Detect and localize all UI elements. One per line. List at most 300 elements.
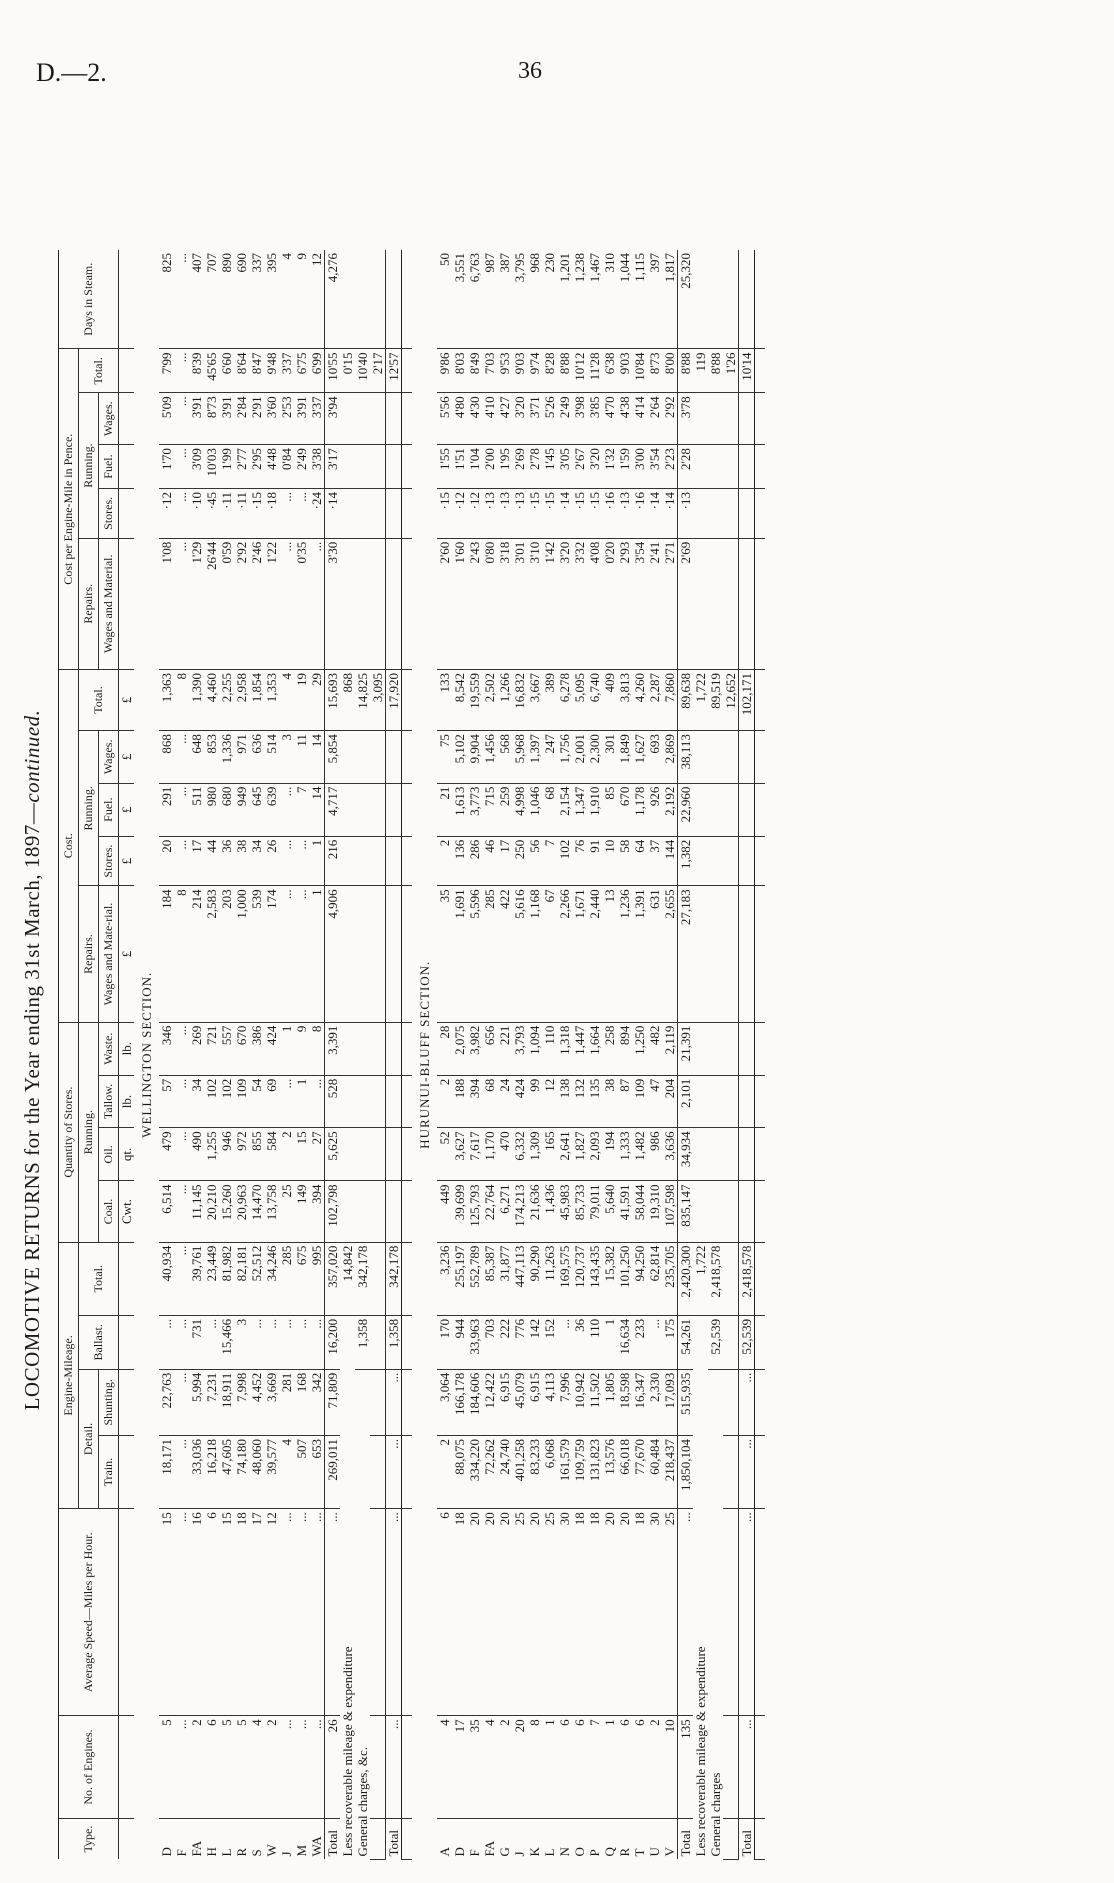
- cell: 8'39: [189, 349, 204, 393]
- general-cell: 8'88: [708, 349, 723, 393]
- cell: 142: [527, 1315, 542, 1369]
- cell: 31,877: [497, 1242, 512, 1315]
- empty-cell: [723, 1181, 739, 1242]
- empty-cell: [355, 783, 370, 836]
- empty-cell: [370, 1369, 386, 1435]
- cell: 1,094: [527, 1022, 542, 1075]
- cell: 1,255: [204, 1128, 219, 1181]
- grand-cell: ...: [739, 1509, 755, 1716]
- cell: 5: [234, 1716, 249, 1818]
- cell: 1'32: [602, 445, 617, 489]
- cell: ...: [309, 1075, 325, 1128]
- cell: 2,093: [587, 1128, 602, 1181]
- cell: 3,627: [452, 1128, 467, 1181]
- cell: 4: [279, 1435, 294, 1508]
- col-cost: Cost.: [59, 669, 79, 1022]
- cell: 2'92: [662, 393, 678, 445]
- cell: 9'03: [512, 349, 527, 393]
- cell: 20: [497, 1509, 512, 1716]
- empty-cell: [708, 783, 723, 836]
- cell: 1,671: [572, 886, 587, 1022]
- empty-cell: [340, 1128, 355, 1181]
- col-detail: Detail.: [79, 1369, 99, 1509]
- cell: 301: [602, 731, 617, 784]
- empty-cell: [723, 1022, 739, 1075]
- cell: 10,942: [572, 1369, 587, 1435]
- cell: 1,664: [587, 1022, 602, 1075]
- cell: 110: [587, 1315, 602, 1369]
- cell: 3'37: [279, 349, 294, 393]
- empty-cell: [739, 1128, 755, 1181]
- cell: 15,260: [219, 1181, 234, 1242]
- total-cell: 3'94: [325, 393, 341, 445]
- empty-cell: [386, 836, 402, 886]
- cell: 6: [632, 1716, 647, 1818]
- cell: 174,213: [512, 1181, 527, 1242]
- table-row: [437, 250, 452, 1860]
- cell: 346: [159, 1022, 174, 1075]
- cell: 511: [189, 783, 204, 836]
- empty-cell: [723, 250, 739, 349]
- cell: 568: [497, 731, 512, 784]
- cell: 18,598: [617, 1369, 632, 1435]
- cell: 1,391: [632, 886, 647, 1022]
- cell: 1,805: [602, 1369, 617, 1435]
- cell: 342: [309, 1369, 325, 1435]
- cell: 5,640: [602, 1181, 617, 1242]
- unit-cell: [119, 489, 135, 539]
- cell: 1,201: [557, 250, 572, 349]
- cell: 41,591: [617, 1181, 632, 1242]
- empty-cell: [708, 1022, 723, 1075]
- empty-cell: [708, 1128, 723, 1181]
- cell: 4'48: [264, 445, 279, 489]
- cell: ·18: [264, 489, 279, 539]
- col-cpm-wages: Wages.: [99, 393, 119, 445]
- empty-cell: [340, 1181, 355, 1242]
- cell: 926: [647, 783, 662, 836]
- cell: 8'00: [662, 349, 678, 393]
- empty-cell: [708, 489, 723, 539]
- cell: 19: [294, 669, 309, 730]
- unit-cell: £: [119, 783, 135, 836]
- cell: 680: [219, 783, 234, 836]
- section-heading: HURUNUI-BLUFF SECTION.: [417, 960, 432, 1149]
- cell: 2'60: [437, 538, 452, 669]
- col-mileage: Engine-Mileage.: [59, 1242, 79, 1509]
- empty-cell: [693, 1022, 708, 1075]
- grand-cell: ...: [386, 1716, 402, 1818]
- cell: 972: [234, 1128, 249, 1181]
- cell: 986: [647, 1128, 662, 1181]
- cell: 12: [542, 1075, 557, 1128]
- grand-cell: 12'57: [386, 349, 402, 393]
- cell: 868: [159, 731, 174, 784]
- empty-cell: [340, 731, 355, 784]
- engine-type: M: [294, 1844, 309, 1857]
- cell: 1,250: [632, 1022, 647, 1075]
- empty-cell: [755, 1181, 766, 1242]
- cell: 45,079: [512, 1369, 527, 1435]
- cell: 2,255: [219, 669, 234, 730]
- cell: 949: [234, 783, 249, 836]
- total-cell: 357,020: [325, 1242, 341, 1315]
- units-row: [119, 250, 135, 1860]
- empty-cell: [755, 349, 766, 393]
- section-gap: [755, 250, 766, 1860]
- cell: 15,466: [219, 1315, 234, 1369]
- total-cell: 4,717: [325, 783, 341, 836]
- cell: 1,436: [542, 1181, 557, 1242]
- cell: 5,095: [572, 669, 587, 730]
- total-cell: 5,854: [325, 731, 341, 784]
- cell: 194: [602, 1128, 617, 1181]
- empty-cell: [755, 731, 766, 784]
- total-cell: 3,391: [325, 1022, 341, 1075]
- grand-cell: ...: [739, 1435, 755, 1508]
- cell: 6: [437, 1509, 452, 1716]
- cell: 286: [467, 836, 482, 886]
- empty-cell: [402, 731, 413, 784]
- cell: 25: [542, 1509, 557, 1716]
- cell: 22,763: [159, 1369, 174, 1435]
- cell: ...: [294, 1315, 309, 1369]
- cell: 1: [309, 886, 325, 1022]
- empty-cell: [402, 393, 413, 445]
- cell: 91: [587, 836, 602, 886]
- cell: 539: [249, 886, 264, 1022]
- empty-cell: [755, 489, 766, 539]
- grand-cell: 1,358: [386, 1315, 402, 1369]
- cell: 17: [452, 1716, 467, 1818]
- cell: 9'48: [264, 349, 279, 393]
- cell: 16,218: [204, 1435, 219, 1508]
- cell: 8,542: [452, 669, 467, 730]
- cell: 2,869: [662, 731, 678, 784]
- empty-cell: [340, 538, 355, 669]
- cell: 2,958: [234, 669, 249, 730]
- cell: ·13: [617, 489, 632, 539]
- cell: 8: [174, 669, 189, 730]
- total-cell: ·13: [678, 489, 694, 539]
- cell: 22,764: [482, 1181, 497, 1242]
- cell: ...: [174, 250, 189, 349]
- cell: 8'64: [234, 349, 249, 393]
- cell: 138: [557, 1075, 572, 1128]
- cell: 1'08: [159, 538, 174, 669]
- empty-cell: [402, 1181, 413, 1242]
- empty-cell: [723, 836, 739, 886]
- cell: 386: [249, 1022, 264, 1075]
- cell: 3,669: [264, 1369, 279, 1435]
- cell: 35: [437, 886, 452, 1022]
- wellington-general-row-2: [370, 250, 386, 1860]
- table-row: [219, 250, 234, 1860]
- empty-cell: [739, 250, 755, 349]
- cell: ...: [174, 1716, 189, 1818]
- cell: 514: [264, 731, 279, 784]
- empty-cell: [370, 1716, 386, 1818]
- cell: 3'10: [527, 538, 542, 669]
- cell: ...: [279, 886, 294, 1022]
- cell: 1,168: [527, 886, 542, 1022]
- cell: 3,064: [437, 1369, 452, 1435]
- cell: 707: [204, 250, 219, 349]
- empty-cell: [386, 1075, 402, 1128]
- cell: 1'59: [617, 445, 632, 489]
- cell: 74,180: [234, 1435, 249, 1508]
- total-cell: 2'28: [678, 445, 694, 489]
- cell: 18,911: [219, 1369, 234, 1435]
- cell: 12,422: [482, 1369, 497, 1435]
- empty-cell: [402, 1022, 413, 1075]
- hurunui-general-row: [708, 250, 723, 1860]
- empty-cell: [370, 250, 386, 349]
- col-cost-per-mile: Cost per Engine-Mile in Pence.: [59, 349, 79, 670]
- cell: 670: [617, 783, 632, 836]
- cell: 2,001: [572, 731, 587, 784]
- empty-cell: [355, 1075, 370, 1128]
- cell: 7: [294, 783, 309, 836]
- col-engines: No. of Engines.: [59, 1716, 119, 1818]
- engine-type: L: [542, 1848, 557, 1857]
- cell: 1: [542, 1716, 557, 1818]
- table-row: [512, 250, 527, 1860]
- cell: 33,036: [189, 1435, 204, 1508]
- col-train: Train.: [99, 1435, 119, 1508]
- cell: 946: [219, 1128, 234, 1181]
- cell: 175: [662, 1315, 678, 1369]
- cell: ...: [174, 489, 189, 539]
- engine-type: FA: [482, 1840, 497, 1857]
- cell: 15: [159, 1509, 174, 1716]
- cell: 387: [497, 250, 512, 349]
- total-cell: ...: [678, 1509, 694, 1716]
- cell: 3'54: [632, 538, 647, 669]
- empty-cell: [755, 1716, 766, 1818]
- empty-cell: [402, 1242, 413, 1315]
- cell: 3'91: [219, 393, 234, 445]
- empty-cell: [386, 489, 402, 539]
- table-row: [264, 250, 279, 1860]
- cell: 102: [557, 836, 572, 886]
- empty-cell: [355, 836, 370, 886]
- empty-cell: [739, 886, 755, 1022]
- empty-cell: [693, 731, 708, 784]
- cell: 3'18: [497, 538, 512, 669]
- cell: ...: [294, 489, 309, 539]
- cell: 2,440: [587, 886, 602, 1022]
- empty-cell: [370, 1181, 386, 1242]
- cell: 18: [587, 1509, 602, 1716]
- cell: 449: [437, 1181, 452, 1242]
- total-cell: ...: [325, 1509, 341, 1716]
- cell: 6'38: [602, 349, 617, 393]
- cell: 1,397: [527, 731, 542, 784]
- cell: 135: [587, 1075, 602, 1128]
- engine-type: L: [219, 1848, 234, 1857]
- cell: ·13: [482, 489, 497, 539]
- empty-cell: [693, 1181, 708, 1242]
- cell: 2'92: [234, 538, 249, 669]
- table-row: [174, 250, 189, 1860]
- col-cost-wages: Wages.: [99, 731, 119, 784]
- cell: ...: [647, 1315, 662, 1369]
- empty-cell: [693, 1075, 708, 1128]
- empty-cell: [755, 1315, 766, 1369]
- cell: 855: [249, 1128, 264, 1181]
- cell: 16,634: [617, 1315, 632, 1369]
- cell: 1,849: [617, 731, 632, 784]
- cell: 1,266: [497, 669, 512, 730]
- cell: 1: [602, 1716, 617, 1818]
- total-cell: 4,906: [325, 886, 341, 1022]
- cell: 26: [264, 836, 279, 886]
- cell: 68: [482, 1075, 497, 1128]
- grand-total-label: Total: [386, 1818, 402, 1859]
- hurunui-total-row: [678, 250, 694, 1860]
- table-row: [249, 250, 264, 1860]
- cell: 3'54: [647, 445, 662, 489]
- cell: 37: [647, 836, 662, 886]
- cell: 24: [497, 1075, 512, 1128]
- empty-cell: [723, 489, 739, 539]
- cell: 6,763: [467, 250, 482, 349]
- cell: 631: [647, 886, 662, 1022]
- cell: 64: [632, 836, 647, 886]
- empty-cell: [402, 836, 413, 886]
- empty-cell: [755, 836, 766, 886]
- cell: 1: [602, 1315, 617, 1369]
- cell: 9'74: [527, 349, 542, 393]
- cell: ...: [264, 1315, 279, 1369]
- unit-cell: £: [119, 836, 135, 886]
- cell: 40,934: [159, 1242, 174, 1315]
- cell: 109: [234, 1075, 249, 1128]
- empty-cell: [370, 1242, 386, 1315]
- cell: 636: [249, 731, 264, 784]
- cell: 11,145: [189, 1181, 204, 1242]
- cell: 675: [294, 1242, 309, 1315]
- cell: 15: [219, 1509, 234, 1716]
- cell: 2'23: [662, 445, 678, 489]
- empty-cell: [723, 1128, 739, 1181]
- cell: ...: [294, 1716, 309, 1818]
- cell: 77,670: [632, 1435, 647, 1508]
- engine-type: R: [617, 1847, 632, 1857]
- cell: 82,181: [234, 1242, 249, 1315]
- cell: 424: [512, 1075, 527, 1128]
- cell: ...: [174, 349, 189, 393]
- less-label: Less recoverable mileage & expenditure: [340, 1646, 355, 1857]
- cell: 776: [512, 1315, 527, 1369]
- empty-cell: [386, 1022, 402, 1075]
- hurunui-general-row-2: [723, 250, 739, 1860]
- unit-cell: qt.: [119, 1128, 135, 1181]
- cell: ...: [557, 1315, 572, 1369]
- unit-cell: [119, 1435, 135, 1508]
- wellington-less-row: [340, 250, 355, 1860]
- general-cell: 12,652: [723, 669, 739, 730]
- empty-cell: [402, 783, 413, 836]
- grand-cell: ...: [386, 1435, 402, 1508]
- total-cell: 89,638: [678, 669, 694, 730]
- cell: 203: [219, 886, 234, 1022]
- cell: 75: [437, 731, 452, 784]
- total-cell: 3'17: [325, 445, 341, 489]
- unit-cell: [119, 349, 135, 393]
- cell: 670: [234, 1022, 249, 1075]
- cell: 90,290: [527, 1242, 542, 1315]
- cell: ...: [279, 783, 294, 836]
- cell: 2'00: [482, 445, 497, 489]
- cell: 5: [219, 1716, 234, 1818]
- rotated-table-area: [20, 20, 1080, 1860]
- empty-cell: [739, 836, 755, 886]
- col-speed: Average Speed—Miles per Hour.: [59, 1509, 119, 1716]
- total-cell: ·14: [325, 489, 341, 539]
- table-row: [557, 250, 572, 1860]
- cell: 50: [437, 250, 452, 349]
- cell: 1,756: [557, 731, 572, 784]
- cell: 479: [159, 1128, 174, 1181]
- cell: ·15: [437, 489, 452, 539]
- cell: 36: [572, 1315, 587, 1369]
- cell: 18: [572, 1509, 587, 1716]
- table-row: [572, 250, 587, 1860]
- cell: 4: [279, 669, 294, 730]
- empty-cell: [355, 886, 370, 1022]
- empty-cell: [723, 1509, 739, 1716]
- total-cell: 8'88: [678, 349, 694, 393]
- table-row: [632, 250, 647, 1860]
- cell: 107,598: [662, 1181, 678, 1242]
- total-label: Total: [325, 1818, 341, 1859]
- cell: 109: [632, 1075, 647, 1128]
- cell: 133: [437, 669, 452, 730]
- total-cell: 269,011: [325, 1435, 341, 1508]
- cell: 15,382: [602, 1242, 617, 1315]
- empty-cell: [402, 1369, 413, 1435]
- empty-cell: [370, 1509, 386, 1716]
- cell: 2,119: [662, 1022, 678, 1075]
- col-ballast: Ballast.: [79, 1315, 119, 1369]
- empty-cell: [370, 1435, 386, 1508]
- empty-cell: [693, 1128, 708, 1181]
- cell: 46: [482, 836, 497, 886]
- empty-cell: [755, 1509, 766, 1716]
- empty-cell: [755, 783, 766, 836]
- cell: 168: [294, 1369, 309, 1435]
- cell: 17: [249, 1509, 264, 1716]
- grand-cell: ...: [739, 1369, 755, 1435]
- cell: ·11: [234, 489, 249, 539]
- cell: 16: [189, 1509, 204, 1716]
- less-label: Less recoverable mileage & expenditure: [693, 1646, 708, 1857]
- cell: 60,484: [647, 1435, 662, 1508]
- unit-cell: [119, 1369, 135, 1435]
- cell: 72,262: [482, 1435, 497, 1508]
- cell: 0'35: [294, 538, 309, 669]
- cell: ...: [309, 1315, 325, 1369]
- col-repairs: Repairs.: [79, 886, 99, 1022]
- general-cell: 52,539: [708, 1315, 723, 1369]
- cell: 2'78: [527, 445, 542, 489]
- cell: 980: [204, 783, 219, 836]
- cell: 38: [234, 836, 249, 886]
- cell: 7,860: [662, 669, 678, 730]
- cell: 3'32: [572, 538, 587, 669]
